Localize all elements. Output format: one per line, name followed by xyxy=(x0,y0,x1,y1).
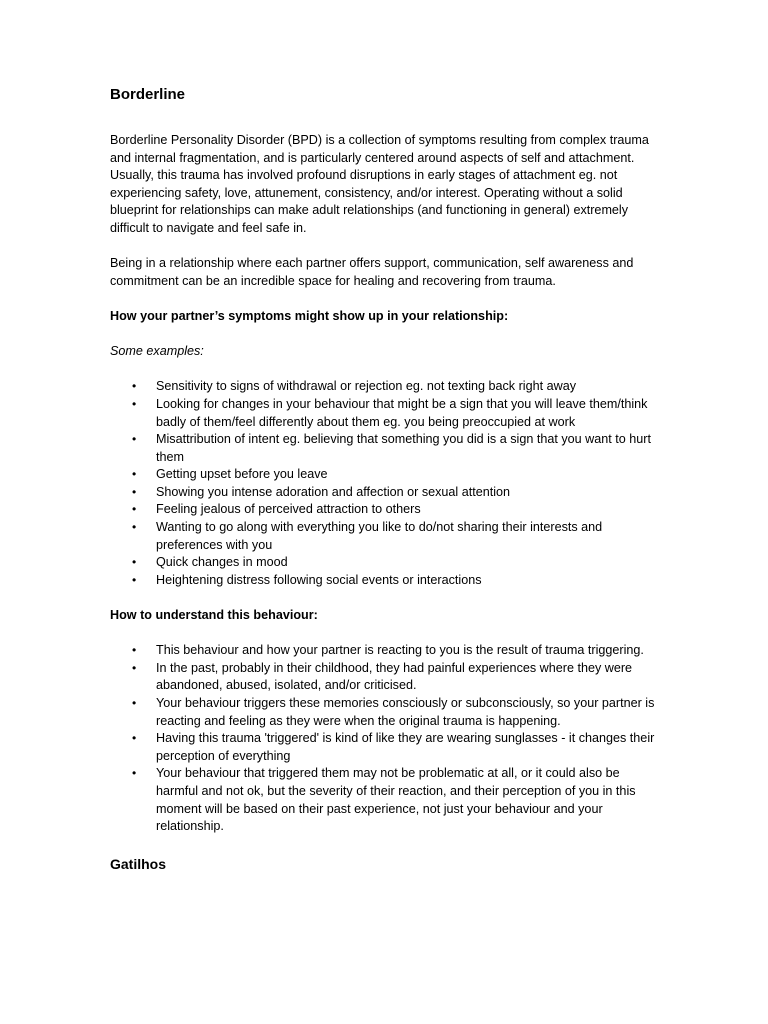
bullet-icon: • xyxy=(132,396,137,411)
list-item-text: Misattribution of intent eg. believing that something you did is a sign that you want to hurt them xyxy=(156,432,651,464)
bullet-icon: • xyxy=(132,520,137,535)
section-heading-gatilhos: Gatilhos xyxy=(110,856,167,873)
list-item xyxy=(132,431,662,466)
list-item xyxy=(132,730,662,765)
bullet-icon: • xyxy=(132,467,137,482)
list-item-text: Quick changes in mood xyxy=(156,555,288,570)
list-item-text: Getting upset before you leave xyxy=(156,467,328,482)
list-item xyxy=(132,519,662,554)
list-item xyxy=(132,695,662,730)
list-item xyxy=(132,642,662,660)
list-item-text: Feeling jealous of perceived attraction to others xyxy=(156,502,421,517)
bullet-icon: • xyxy=(132,766,137,781)
document-title: Borderline xyxy=(110,86,186,103)
bullet-icon: • xyxy=(132,731,137,746)
list-item-text: Having this trauma 'triggered' is kind of like they are wearing sunglasses - it changes their perception of everything xyxy=(156,731,655,763)
list-item-text: Sensitivity to signs of withdrawal or rejection eg. not texting back right away xyxy=(156,379,576,394)
list-item xyxy=(132,660,662,695)
list-item-text: In the past, probably in their childhood, they had painful experiences where they were abandoned, abused, isolated, and/or criticised. xyxy=(156,660,633,693)
bullet-icon: • xyxy=(132,502,137,517)
list-item xyxy=(132,378,662,396)
list-item-text: Showing you intense adoration and affection or sexual attention xyxy=(156,484,511,499)
list-item xyxy=(132,554,662,572)
intro-paragraph-1: Borderline Personality Disorder (BPD) is a collection of symptoms resulting from complex trauma and internal fragmentation, and is particularly centered around aspects of self and attachment. Usually, this trauma has involved profound disruptions in early stages of attachment eg. not experiencing safety, love, attunement, consistency, and/or interest. Operating without a solid blueprint for relationships can make adult relationships (and functioning in general) extremely difficult to navigate and feel safe in. xyxy=(110,133,649,235)
list-item xyxy=(132,396,662,431)
understand-heading: How to understand this behaviour: xyxy=(110,608,318,623)
list-item xyxy=(132,501,662,519)
bullet-icon: • xyxy=(132,660,137,675)
list-item-text: Your behaviour triggers these memories consciously or subconsciously, so your partner is reacting and feeling as they were when the original trauma is happening. xyxy=(156,696,655,728)
list-item-text: Looking for changes in your behaviour that might be a sign that you will leave them/think badly of them/feel differently about them eg. you being preoccupied at work xyxy=(156,396,648,429)
symptoms-list xyxy=(110,378,662,589)
bullet-icon: • xyxy=(132,379,137,394)
list-item xyxy=(132,484,662,502)
bullet-icon: • xyxy=(132,572,137,587)
list-item-text: This behaviour and how your partner is reacting to you is the result of trauma triggering. xyxy=(156,643,644,658)
symptoms-subheading: Some examples: xyxy=(110,344,204,359)
list-item-text: Heightening distress following social events or interactions xyxy=(156,572,482,587)
document-page xyxy=(110,84,662,875)
list-item xyxy=(132,765,662,835)
understand-list xyxy=(110,642,662,836)
list-item xyxy=(132,572,662,590)
list-item-text: Your behaviour that triggered them may not be problematic at all, or it could also be harmful and not ok, but the severity of their reaction, and their perception of you in this moment will be based on their past experience, not just your behaviour and your relationship. xyxy=(156,766,636,834)
list-item-text: Wanting to go along with everything you like to do/not sharing their interests and preferences with you xyxy=(156,520,603,552)
bullet-icon: • xyxy=(132,484,137,499)
bullet-icon: • xyxy=(132,432,137,447)
intro-paragraph-2: Being in a relationship where each partner offers support, communication, self awareness and commitment can be an incredible space for healing and recovering from trauma. xyxy=(110,256,634,288)
bullet-icon: • xyxy=(132,555,137,570)
symptoms-heading: How your partner’s symptoms might show up in your relationship: xyxy=(110,308,509,323)
list-item xyxy=(132,466,662,484)
bullet-icon: • xyxy=(132,643,137,658)
bullet-icon: • xyxy=(132,696,137,710)
